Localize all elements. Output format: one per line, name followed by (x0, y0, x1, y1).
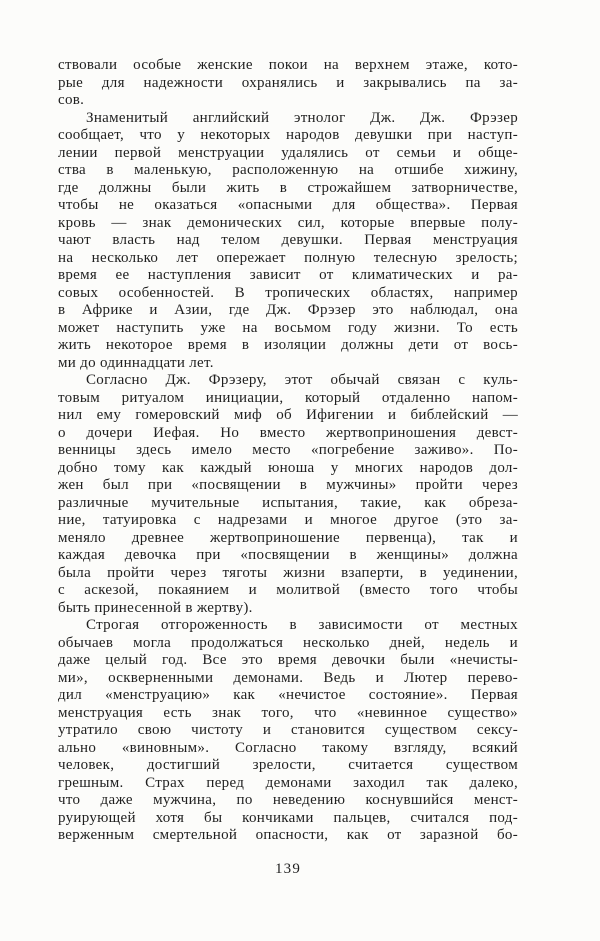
text-line: кровь — знак демонических сил, которые впервые полу- (58, 214, 518, 231)
text-line: нил ему гомеровский миф об Ифигении и библейский — (58, 407, 518, 423)
text-line: ально «виновным». Согласно такому взгляду, всякий (58, 739, 518, 756)
text-line: время ее наступления зависит от климатических и ра- (58, 267, 518, 283)
text-line: Строгая отгороженность в зависимости от местных (86, 617, 518, 633)
text-line: быть принесенной в жертву). (58, 599, 253, 616)
text-line: жен был при «посвящении в мужчины» пройти через (58, 477, 518, 493)
text-line: Согласно Дж. Фрэзеру, этот обычай связан с куль- (86, 372, 518, 388)
text-line: лении первой менструации удалялись от семьи и обще- (58, 144, 518, 161)
text-line: ние, татуировка с надрезами и многое другое (это за- (58, 512, 518, 528)
text-line: человек, достигший зрелости, считается существом (58, 757, 518, 773)
text-line: обычаев могла продолжаться несколько дней, недель и (58, 634, 518, 651)
text-line: грешным. Страх перед демонами заходил так далеко, (58, 774, 518, 791)
text-line: была пройти через тяготы жизни взаперти, в уединении, (58, 564, 518, 581)
text-line: совых особенностей. В тропических областях, например (58, 284, 518, 301)
text-line: на несколько лет опережает полную телесную зрелость; (58, 249, 518, 266)
text-line: дил «менструацию» как «нечистое состояние». Первая (58, 687, 518, 703)
text-line: утратило свою чистоту и становится существом сексу- (58, 722, 518, 738)
text-line: рые для надежности охранялись и закрывались па за- (58, 74, 518, 91)
text-line: ми до одиннадцати лет. (58, 354, 214, 371)
paragraph (58, 617, 518, 845)
text-line: верженным смертельной опасности, как от заразной бо- (58, 827, 518, 843)
text-line: менструация есть знак того, что «невинное существо» (58, 704, 518, 721)
text-line: чтобы не оказаться «опасными для общества». Первая (58, 197, 518, 213)
text-line: с аскезой, покаянием и молитвой (вместо того чтобы (58, 582, 518, 598)
text-line: сообщает, что у некоторых народов девушки при наступ- (58, 127, 518, 143)
paragraph (58, 57, 518, 110)
text-line: ми», оскверненными демонами. Ведь и Лютер перево- (58, 669, 518, 686)
text-line: венницы здесь имело место «погребение заживо». По- (58, 442, 518, 458)
text-line: в Африке и Азии, где Дж. Фрэзер это наблюдал, она (58, 302, 518, 318)
text-line: сов. (58, 92, 85, 108)
text-line: даже целый год. Все это время девочки были «нечисты- (58, 652, 518, 668)
text-line: Знаменитый английский этнолог Дж. Дж. Фрэзер (86, 109, 518, 126)
text-line: жить некоторое время в изоляции должны дети от вось- (58, 337, 518, 353)
text-line: что даже мужчина, по неведению коснувшийся менст- (58, 792, 518, 808)
page-number: 139 (274, 861, 302, 877)
paragraph (58, 372, 518, 617)
text-line: ствовали особые женские покои на верхнем этаже, кото- (58, 57, 518, 73)
text-line: различные мучительные испытания, такие, как обреза- (58, 494, 518, 511)
text-line: чают власть над телом девушки. Первая менструация (58, 232, 518, 248)
text-line: каждая девочка при «посвящении в женщины» должна (58, 547, 518, 563)
text-line: добно тому как каждый юноша у многих народов дол- (58, 459, 518, 476)
text-line: о дочери Иефая. Но вместо жертвоприношения девст- (58, 424, 518, 441)
text-line: ства в маленькую, расположенную на отшибе хижину, (58, 162, 518, 178)
paragraph (58, 110, 518, 373)
page-text (58, 57, 518, 845)
text-line: меняло древнее жертвоприношение первенца), так и (58, 529, 518, 546)
text-line: руирующей хотя бы кончиками пальцев, считался под- (58, 809, 518, 826)
text-line: товым ритуалом инициации, который отдаленно напом- (58, 389, 518, 406)
text-line: может наступить уже на восьмом году жизни. То есть (58, 319, 518, 336)
text-line: где должны были жить в строжайшем затворничестве, (58, 179, 518, 196)
